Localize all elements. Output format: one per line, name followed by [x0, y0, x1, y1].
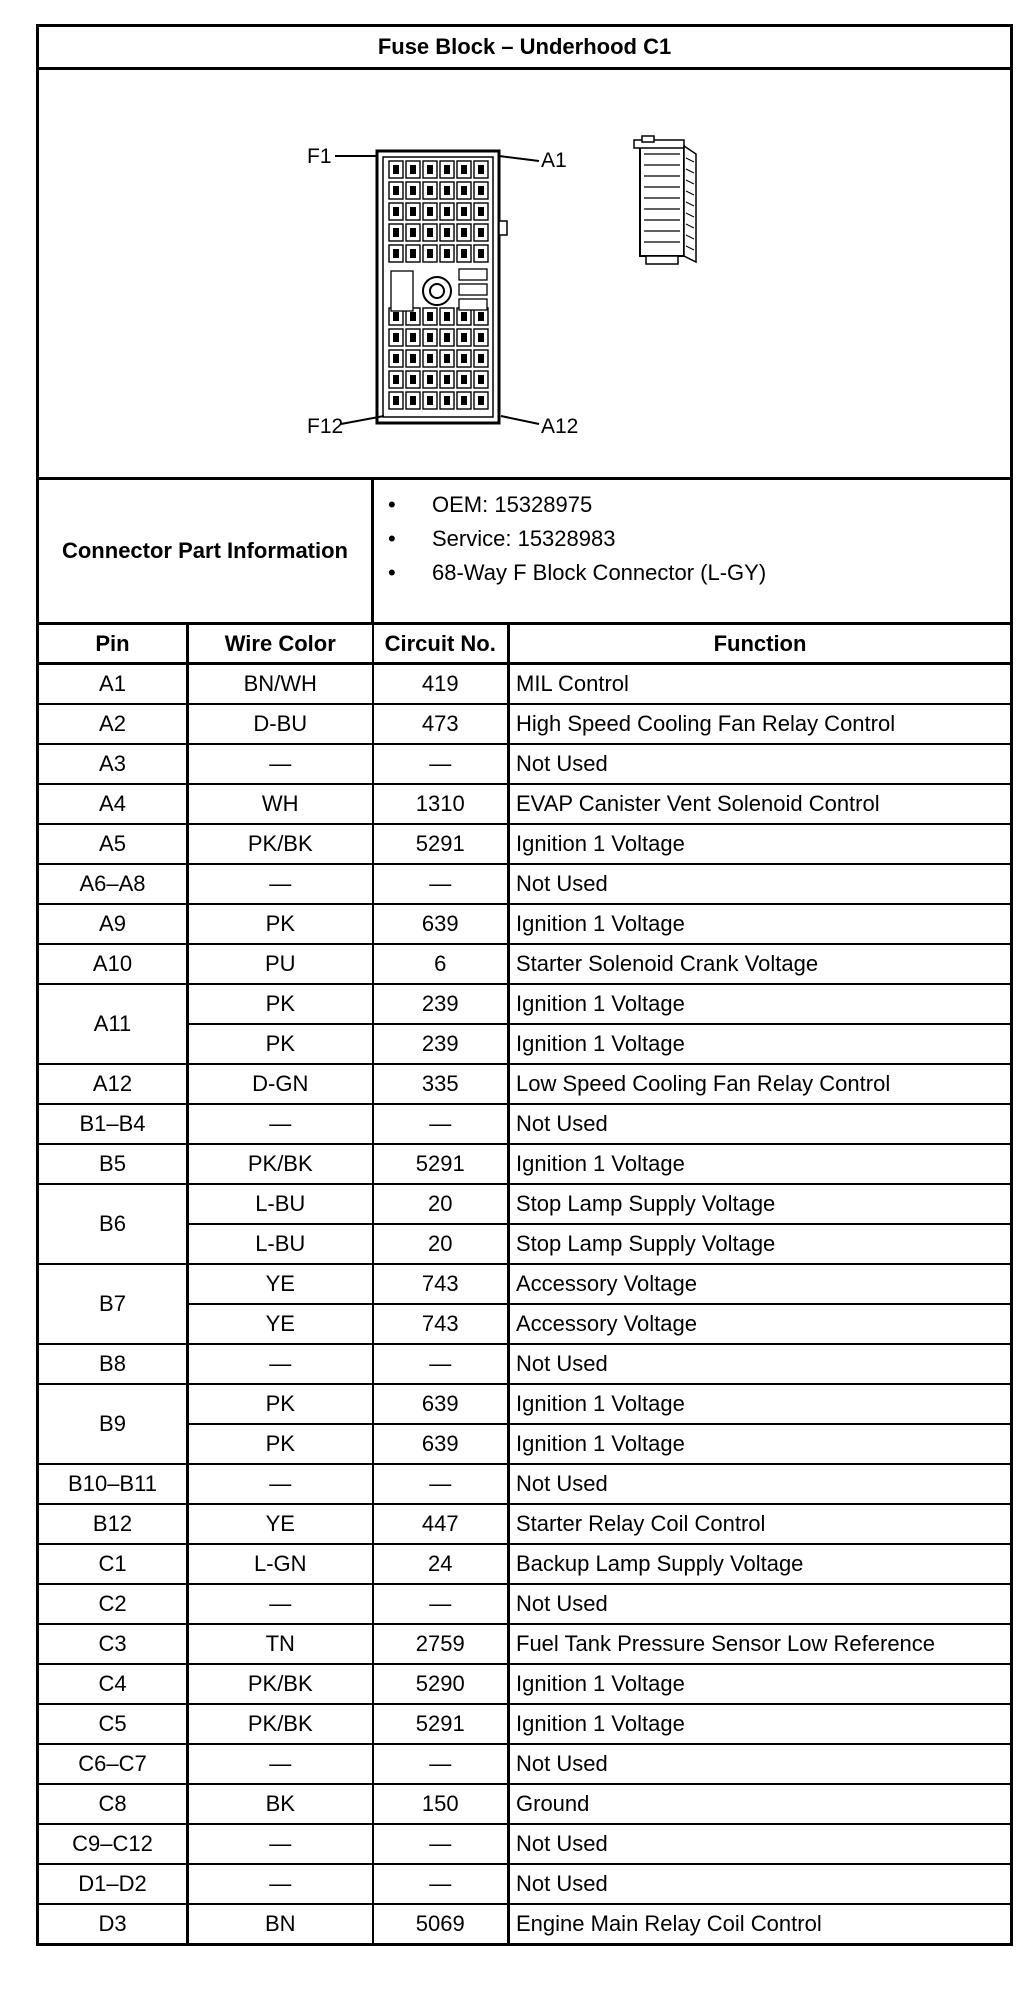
wire-color-cell: PK [188, 984, 373, 1024]
circuit-cell: 743 [373, 1264, 509, 1304]
wire-color-cell: PK/BK [188, 1144, 373, 1184]
pin-cell: A2 [38, 704, 188, 744]
circuit-cell: — [373, 1824, 509, 1864]
function-cell: Ignition 1 Voltage [509, 1704, 1012, 1744]
wire-color-cell: YE [188, 1264, 373, 1304]
pin-cell: B9 [38, 1384, 188, 1464]
pin-cell: A10 [38, 944, 188, 984]
circuit-cell: 20 [373, 1224, 509, 1264]
function-cell: Not Used [509, 1864, 1012, 1904]
function-cell: Ignition 1 Voltage [509, 1424, 1012, 1464]
function-cell: Not Used [509, 1744, 1012, 1784]
table-row [38, 1704, 1012, 1744]
label-f12: F12 [307, 415, 344, 438]
header-pin: Pin [38, 624, 188, 664]
table-row [38, 1504, 1012, 1544]
table-row [38, 864, 1012, 904]
function-cell: Not Used [509, 1464, 1012, 1504]
connector-diagram-cell [38, 69, 1012, 479]
circuit-cell: 5290 [373, 1664, 509, 1704]
function-cell: Fuel Tank Pressure Sensor Low Reference [509, 1624, 1012, 1664]
pin-cell: C6–C7 [38, 1744, 188, 1784]
wire-color-cell: YE [188, 1304, 373, 1344]
pin-cell: A1 [38, 664, 188, 705]
connector-diagram [39, 71, 1007, 476]
pin-cell: C9–C12 [38, 1824, 188, 1864]
pin-cell: C8 [38, 1784, 188, 1824]
table-row [38, 1784, 1012, 1824]
wire-color-cell: YE [188, 1504, 373, 1544]
function-cell: Ground [509, 1784, 1012, 1824]
circuit-cell: — [373, 1104, 509, 1144]
connector-description: • 68-Way F Block Connector (L-GY) [432, 556, 1010, 590]
circuit-cell: 5291 [373, 824, 509, 864]
header-wire-color: Wire Color [188, 624, 373, 664]
function-cell: Not Used [509, 1104, 1012, 1144]
pin-cell: A6–A8 [38, 864, 188, 904]
function-cell: Ignition 1 Voltage [509, 904, 1012, 944]
table-row [38, 1544, 1012, 1584]
function-cell: Accessory Voltage [509, 1264, 1012, 1304]
table-row [38, 944, 1012, 984]
circuit-cell: — [373, 1464, 509, 1504]
function-cell: MIL Control [509, 664, 1012, 705]
table-row [38, 984, 1012, 1024]
table-row [38, 904, 1012, 944]
table-row [38, 704, 1012, 744]
function-cell: Ignition 1 Voltage [509, 1144, 1012, 1184]
wire-color-cell: — [188, 1744, 373, 1784]
wire-color-cell: PU [188, 944, 373, 984]
wire-color-cell: — [188, 864, 373, 904]
table-row [38, 744, 1012, 784]
wire-color-cell: — [188, 1584, 373, 1624]
circuit-cell: 5291 [373, 1704, 509, 1744]
function-cell: Not Used [509, 744, 1012, 784]
function-cell: Ignition 1 Voltage [509, 1664, 1012, 1704]
wire-color-cell: — [188, 744, 373, 784]
wire-color-cell: L-BU [188, 1184, 373, 1224]
circuit-cell: 24 [373, 1544, 509, 1584]
pin-cell: A5 [38, 824, 188, 864]
pin-cell: C1 [38, 1544, 188, 1584]
function-cell: Not Used [509, 1344, 1012, 1384]
function-cell: Ignition 1 Voltage [509, 984, 1012, 1024]
wire-color-cell: PK [188, 1424, 373, 1464]
wire-color-cell: — [188, 1464, 373, 1504]
wire-color-cell: L-GN [188, 1544, 373, 1584]
connector-info-list [373, 479, 1012, 624]
table-row [38, 1904, 1012, 1945]
table-row [38, 1344, 1012, 1384]
function-cell: Starter Solenoid Crank Voltage [509, 944, 1012, 984]
pin-cell: C3 [38, 1624, 188, 1664]
wire-color-cell: — [188, 1824, 373, 1864]
pin-cell: C2 [38, 1584, 188, 1624]
wire-color-cell: — [188, 1104, 373, 1144]
wire-color-cell: BN/WH [188, 664, 373, 705]
circuit-cell: — [373, 1584, 509, 1624]
circuit-cell: 5069 [373, 1904, 509, 1945]
pin-cell: B6 [38, 1184, 188, 1264]
circuit-cell: 743 [373, 1304, 509, 1344]
header-circuit: Circuit No. [373, 624, 509, 664]
wire-color-cell: BN [188, 1904, 373, 1945]
pin-cell: B12 [38, 1504, 188, 1544]
table-row [38, 1064, 1012, 1104]
circuit-cell: 2759 [373, 1624, 509, 1664]
pin-cell: A3 [38, 744, 188, 784]
table-row [38, 784, 1012, 824]
circuit-cell: 1310 [373, 784, 509, 824]
pin-cell: B7 [38, 1264, 188, 1344]
wire-color-cell: — [188, 1344, 373, 1384]
table-row [38, 1664, 1012, 1704]
table-row [38, 1624, 1012, 1664]
pin-cell: B10–B11 [38, 1464, 188, 1504]
circuit-cell: 639 [373, 1424, 509, 1464]
wire-color-cell: L-BU [188, 1224, 373, 1264]
label-f1: F1 [307, 145, 332, 168]
pin-cell: B5 [38, 1144, 188, 1184]
function-cell: Ignition 1 Voltage [509, 824, 1012, 864]
wire-color-cell: D-GN [188, 1064, 373, 1104]
pin-cell: A9 [38, 904, 188, 944]
circuit-cell: 6 [373, 944, 509, 984]
circuit-cell: — [373, 864, 509, 904]
wire-color-cell: TN [188, 1624, 373, 1664]
table-row [38, 664, 1012, 705]
circuit-cell: 473 [373, 704, 509, 744]
table-row [38, 1384, 1012, 1424]
connector-face [377, 151, 507, 423]
pin-cell: C5 [38, 1704, 188, 1744]
circuit-cell: 335 [373, 1064, 509, 1104]
function-cell: Ignition 1 Voltage [509, 1024, 1012, 1064]
table-row [38, 1144, 1012, 1184]
table-row [38, 1744, 1012, 1784]
table-row [38, 1864, 1012, 1904]
connector-oem-part: • OEM: 15328975 [432, 488, 1010, 522]
pin-cell: A12 [38, 1064, 188, 1104]
circuit-cell: 239 [373, 984, 509, 1024]
pin-cell: D3 [38, 1904, 188, 1945]
sheet-title: Fuse Block – Underhood C1 [38, 26, 1012, 69]
wire-color-cell: D-BU [188, 704, 373, 744]
function-cell: Low Speed Cooling Fan Relay Control [509, 1064, 1012, 1104]
pin-cell: A4 [38, 784, 188, 824]
wire-color-cell: PK/BK [188, 1664, 373, 1704]
wire-color-cell: PK [188, 1384, 373, 1424]
pin-cell: A11 [38, 984, 188, 1064]
table-row [38, 1464, 1012, 1504]
circuit-cell: 639 [373, 904, 509, 944]
function-cell: EVAP Canister Vent Solenoid Control [509, 784, 1012, 824]
connector-service-part: • Service: 15328983 [432, 522, 1010, 556]
function-cell: Stop Lamp Supply Voltage [509, 1224, 1012, 1264]
table-row [38, 1264, 1012, 1304]
function-cell: Not Used [509, 1584, 1012, 1624]
wire-color-cell: PK/BK [188, 824, 373, 864]
table-row [38, 1824, 1012, 1864]
function-cell: Not Used [509, 1824, 1012, 1864]
circuit-cell: — [373, 1864, 509, 1904]
table-row [38, 1584, 1012, 1624]
pin-cell: D1–D2 [38, 1864, 188, 1904]
circuit-cell: 20 [373, 1184, 509, 1224]
function-cell: Stop Lamp Supply Voltage [509, 1184, 1012, 1224]
function-cell: Ignition 1 Voltage [509, 1384, 1012, 1424]
function-cell: Not Used [509, 864, 1012, 904]
circuit-cell: 447 [373, 1504, 509, 1544]
table-row [38, 1184, 1012, 1224]
circuit-cell: — [373, 1744, 509, 1784]
pin-cell: C4 [38, 1664, 188, 1704]
table-header-row [38, 624, 1012, 664]
circuit-cell: 419 [373, 664, 509, 705]
function-cell: Backup Lamp Supply Voltage [509, 1544, 1012, 1584]
wire-color-cell: PK/BK [188, 1704, 373, 1744]
table-row [38, 1104, 1012, 1144]
connector-side-view [634, 136, 696, 264]
circuit-cell: 150 [373, 1784, 509, 1824]
circuit-cell: 639 [373, 1384, 509, 1424]
circuit-cell: 5291 [373, 1144, 509, 1184]
wire-color-cell: BK [188, 1784, 373, 1824]
label-a12: A12 [541, 415, 579, 438]
table-row [38, 824, 1012, 864]
circuit-cell: — [373, 1344, 509, 1384]
function-cell: Engine Main Relay Coil Control [509, 1904, 1012, 1945]
function-cell: Starter Relay Coil Control [509, 1504, 1012, 1544]
pin-cell: B8 [38, 1344, 188, 1384]
circuit-cell: — [373, 744, 509, 784]
wire-color-cell: — [188, 1864, 373, 1904]
label-a1: A1 [541, 149, 567, 172]
circuit-cell: 239 [373, 1024, 509, 1064]
wire-color-cell: WH [188, 784, 373, 824]
connector-sheet [36, 24, 1013, 1946]
connector-info-label: Connector Part Information [38, 479, 373, 624]
pin-cell: B1–B4 [38, 1104, 188, 1144]
function-cell: Accessory Voltage [509, 1304, 1012, 1344]
function-cell: High Speed Cooling Fan Relay Control [509, 704, 1012, 744]
wire-color-cell: PK [188, 1024, 373, 1064]
header-function: Function [509, 624, 1012, 664]
wire-color-cell: PK [188, 904, 373, 944]
